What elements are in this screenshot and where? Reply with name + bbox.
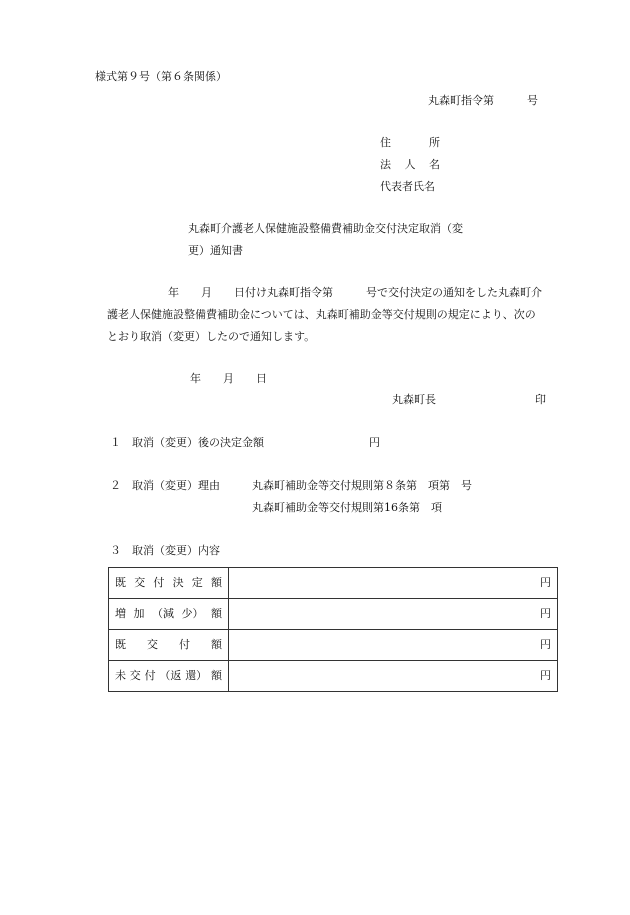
address-label: 住 所 xyxy=(380,136,440,149)
body-text-line2: 護老人保健施設整備費補助金については、丸森町補助金等交付規則の規定により、次の xyxy=(107,308,536,321)
item-1-unit: 円 xyxy=(369,436,380,449)
table-row-value: 円 xyxy=(229,630,558,661)
seal-mark: 印 xyxy=(535,393,546,406)
item-3-label: 取消（変更）内容 xyxy=(132,544,220,557)
item-2 xyxy=(110,479,220,493)
item-2-label: 取消（変更）理由 xyxy=(132,479,220,492)
item-1 xyxy=(110,436,264,450)
document-title-line2: 更）通知書 xyxy=(188,244,243,257)
table-row-value: 円 xyxy=(229,599,558,630)
table-row xyxy=(109,661,558,692)
table-row xyxy=(109,568,558,599)
reference-number: 丸森町指令第 号 xyxy=(428,94,538,107)
item-2-number: ２ xyxy=(110,479,121,492)
item-1-label: 取消（変更）後の決定金額 xyxy=(132,436,264,449)
body-text-line3: とおり取消（変更）したので通知します。 xyxy=(107,330,316,343)
corporation-label: 法 人 名 xyxy=(380,158,440,171)
item-1-number: １ xyxy=(110,436,121,449)
item-2-reason-line2: 丸森町補助金等交付規則第16条第 項 xyxy=(252,501,442,514)
item-2-reason-line1: 丸森町補助金等交付規則第８条第 項第 号 xyxy=(252,479,472,492)
representative-label: 代表者氏名 xyxy=(380,180,435,193)
table-row-label: 未 交 付 （返 還） 額 xyxy=(109,661,229,692)
body-text-line1: 年 月 日付け丸森町指令第 号で交付決定の通知をした丸森町介 xyxy=(168,286,542,299)
table-row-label: 既 交 付 額 xyxy=(109,630,229,661)
table-row-value: 円 xyxy=(229,661,558,692)
item-3-number: ３ xyxy=(110,544,121,557)
document-title-line1: 丸森町介護老人保健施設整備費補助金交付決定取消（変 xyxy=(188,222,463,235)
item-3 xyxy=(110,544,220,558)
table-row-label: 既 交 付 決 定 額 xyxy=(109,568,229,599)
issue-date: 年 月 日 xyxy=(190,372,267,385)
table-row xyxy=(109,630,558,661)
issuer-name: 丸森町長 xyxy=(392,393,436,406)
form-number: 様式第９号（第６条関係） xyxy=(95,70,227,83)
table-row xyxy=(109,599,558,630)
table-row-value: 円 xyxy=(229,568,558,599)
amounts-table xyxy=(108,567,558,692)
table-row-label: 増 加 （減 少） 額 xyxy=(109,599,229,630)
